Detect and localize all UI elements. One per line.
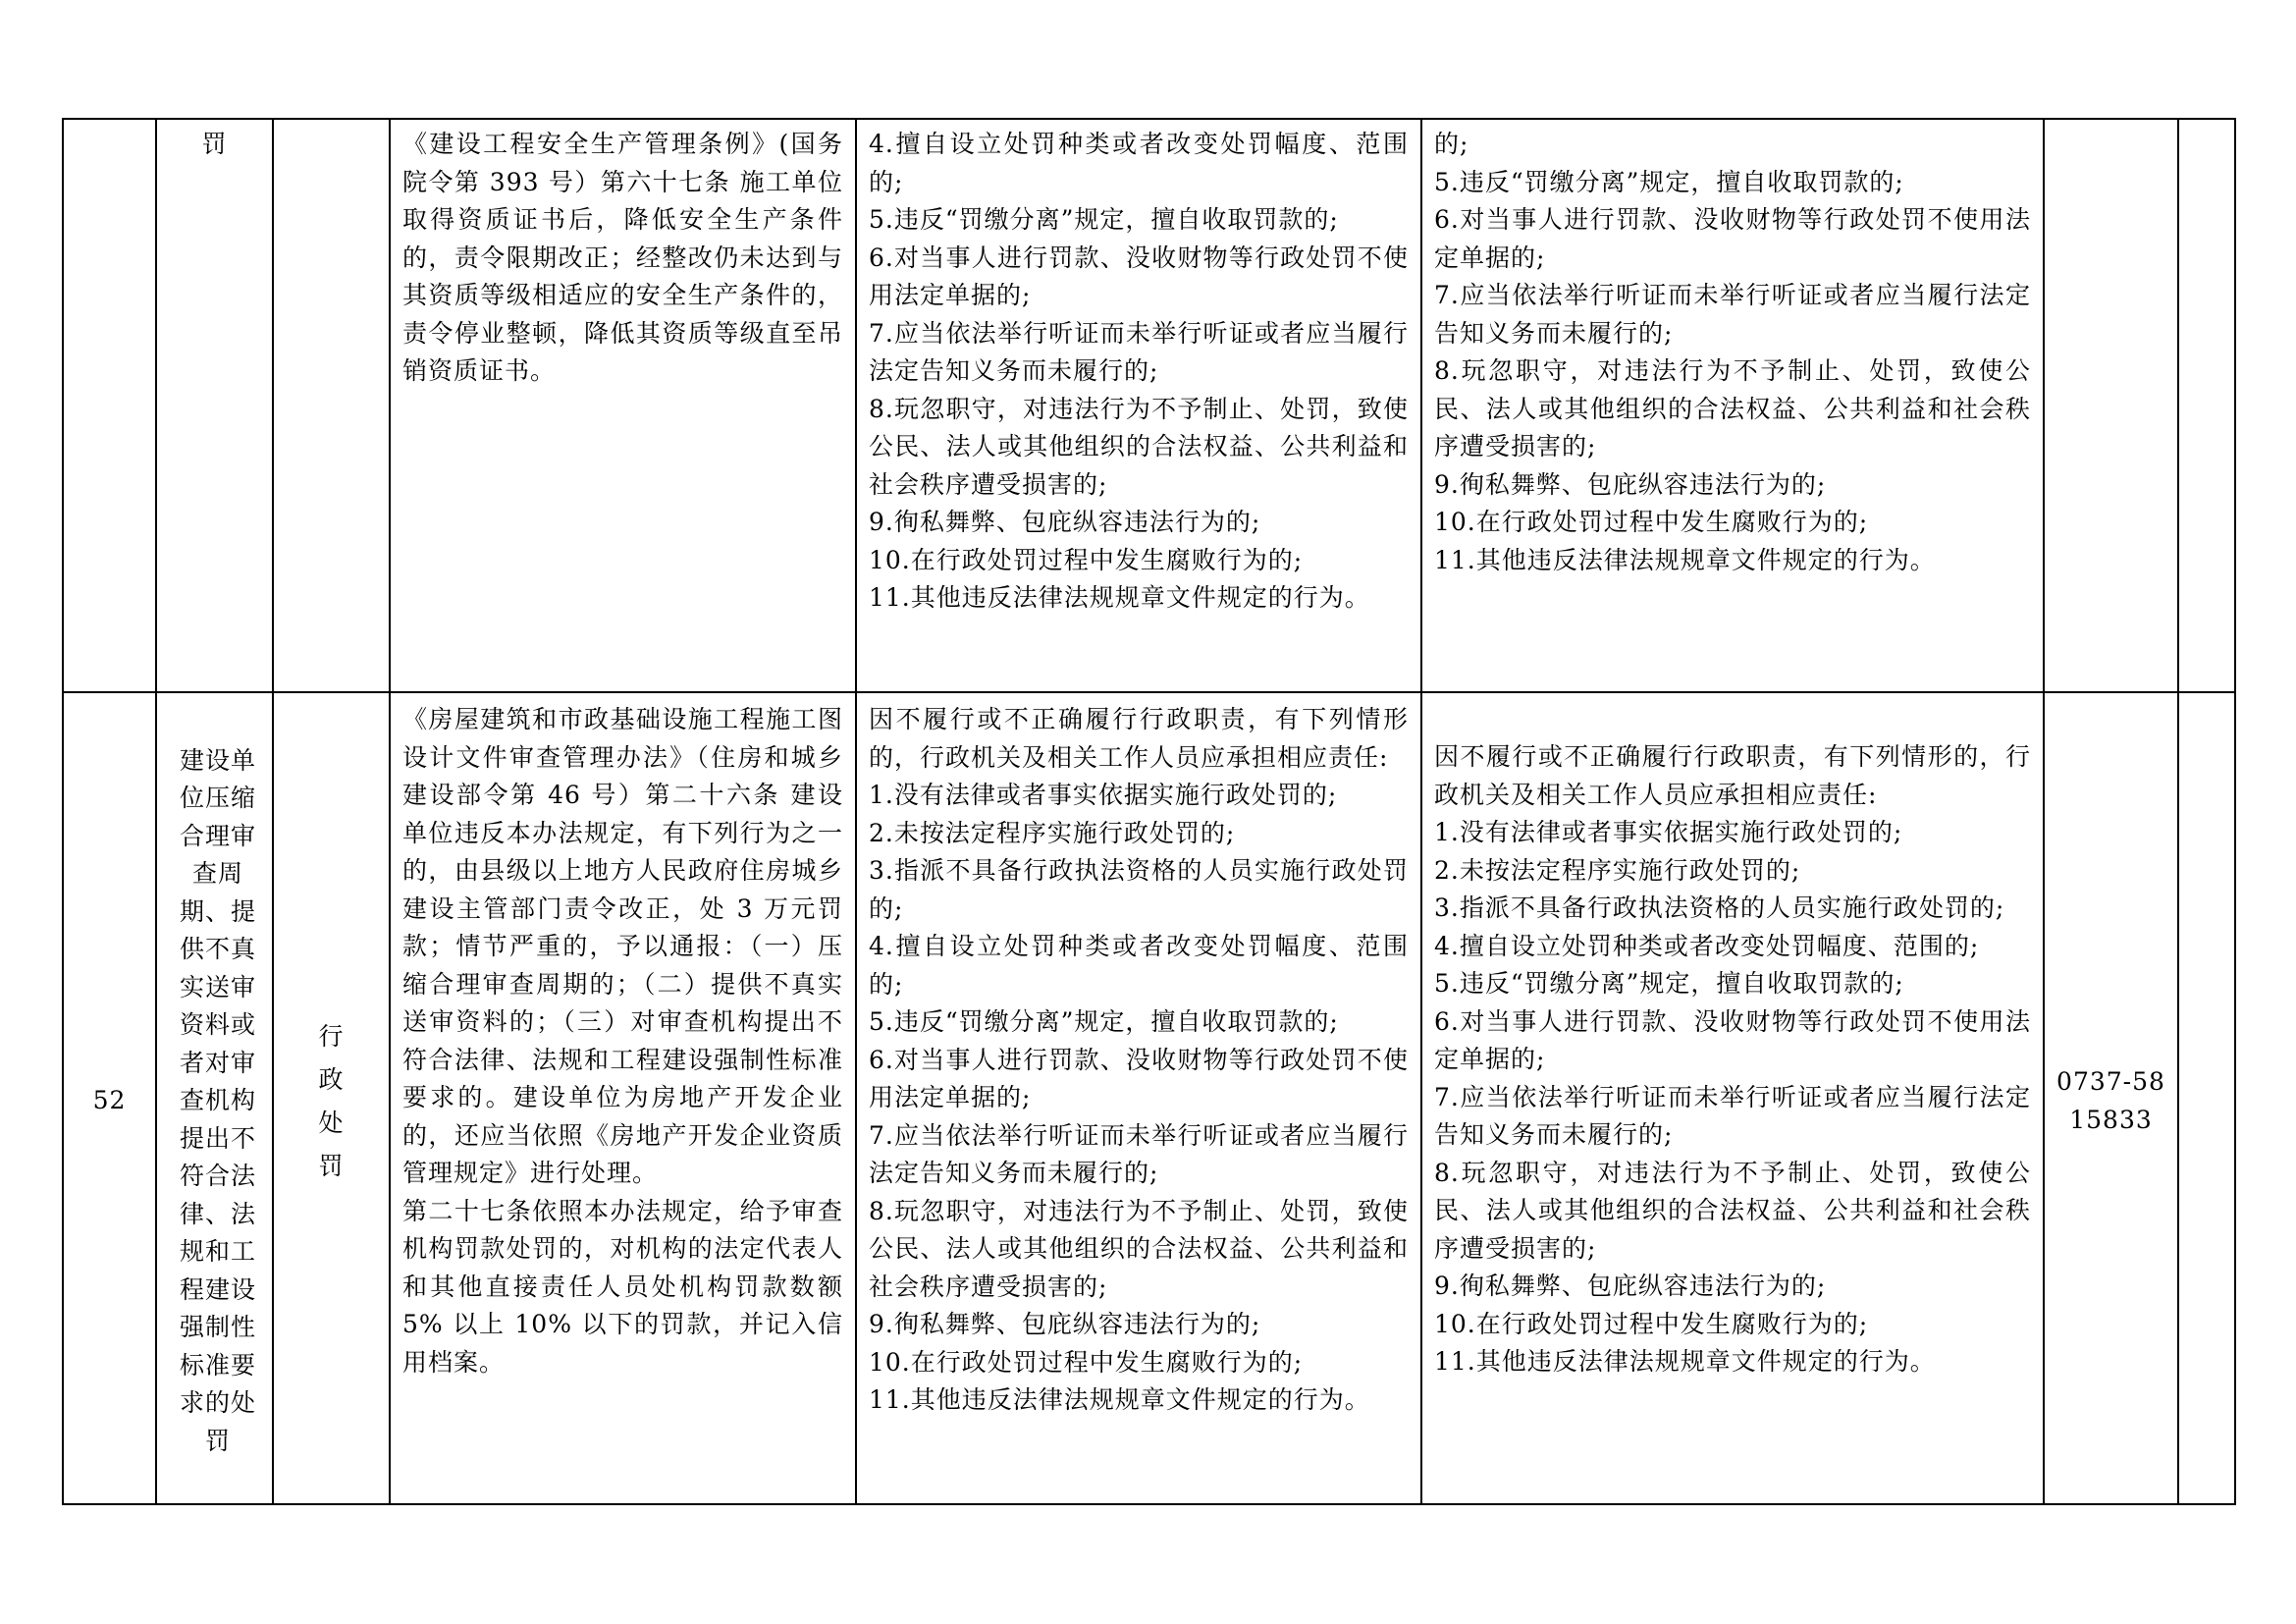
power-list-table <box>62 118 2236 1505</box>
item-name-cell: 罚 <box>156 119 273 692</box>
phone-cell <box>2044 119 2178 692</box>
remark-cell <box>2178 119 2235 692</box>
phone-line-2: 15833 <box>2069 1105 2153 1134</box>
accountability-cell: 的; 5.违反“罚缴分离”规定，擅自收取罚款的; 6.对当事人进行罚款、没收财物等行政处罚不使用法定单据的; 7.应当依法举行听证而未举行听证或者应当履行法定告知义务而未履行的; 8.玩忽职守，对违法行为不予制止、处罚，致使公民、法人或其他组织的合法权益、公共利益和社会秩序遭受损害的; 9.徇私舞弊、包庇纵容违法行为的; 10.在行政处罚过程中发生腐败行为的; 11.其他违反法律法规规章文件规定的行为。 <box>1421 119 2044 692</box>
responsibility-cell: 因不履行或不正确履行行政职责，有下列情形的，行政机关及相关工作人员应承担相应责任: 1.没有法律或者事实依据实施行政处罚的; 2.未按法定程序实施行政处罚的; 3.指派不具备行政执法资格的人员实施行政处罚的; 4.擅自设立处罚种类或者改变处罚幅度、范围的; 5.违反“罚缴分离”规定，擅自收取罚款的; 6.对当事人进行罚款、没收财物等行政处罚不使用法定单据的; 7.应当依法举行听证而未举行听证或者应当履行法定告知义务而未履行的; 8.玩忽职守，对违法行为不予制止、处罚，致使公民、法人或其他组织的合法权益、公共利益和社会秩序遭受损害的; 9.徇私舞弊、包庇纵容违法行为的; 10.在行政处罚过程中发生腐败行为的; 11.其他违反法律法规规章文件规定的行为。 <box>856 692 1421 1504</box>
legal-basis-cell: 《房屋建筑和市政基础设施工程施工图设计文件审查管理办法》（住房和城乡建设部令第 46 号）第二十六条 建设单位违反本办法规定，有下列行为之一的，由县级以上地方人民政府住房城乡建设主管部门责令改正，处 3 万元罚款；情节严重的，予以通报：（一）压缩合理审查周期的；（二）提供不真实送审资料的；（三）对审查机构提出不符合法律、法规和工程建设强制性标准要求的。建设单位为房地产开发企业的，还应当依照《房地产开发企业资质管理规定》进行处理。 第二十七条依照本办法规定，给予审查机构罚款处罚的，对机构的法定代表人和其他直接责任人员处机构罚款数额 5% 以上 10% 以下的罚款，并记入信用档案。 <box>390 692 856 1504</box>
category-text: 行政处罚 <box>318 1021 345 1180</box>
remark-cell <box>2178 692 2235 1504</box>
item-name-cell <box>156 692 273 1504</box>
table-row <box>63 119 2235 692</box>
category-cell <box>273 692 390 1504</box>
accountability-cell: 因不履行或不正确履行行政职责，有下列情形的，行政机关及相关工作人员应承担相应责任: 1.没有法律或者事实依据实施行政处罚的; 2.未按法定程序实施行政处罚的; 3.指派不具备行政执法资格的人员实施行政处罚的; 4.擅自设立处罚种类或者改变处罚幅度、范围的; 5.违反“罚缴分离”规定，擅自收取罚款的; 6.对当事人进行罚款、没收财物等行政处罚不使用法定单据的; 7.应当依法举行听证而未举行听证或者应当履行法定告知义务而未履行的; 8.玩忽职守，对违法行为不予制止、处罚，致使公民、法人或其他组织的合法权益、公共利益和社会秩序遭受损害的; 9.徇私舞弊、包庇纵容违法行为的; 10.在行政处罚过程中发生腐败行为的; 11.其他违反法律法规规章文件规定的行为。 <box>1421 692 2044 1504</box>
phone-line-1: 0737-58 <box>2056 1067 2165 1096</box>
category-cell <box>273 119 390 692</box>
responsibility-cell: 4.擅自设立处罚种类或者改变处罚幅度、范围的; 5.违反“罚缴分离”规定，擅自收取罚款的; 6.对当事人进行罚款、没收财物等行政处罚不使用法定单据的; 7.应当依法举行听证而未举行听证或者应当履行法定告知义务而未履行的; 8.玩忽职守，对违法行为不予制止、处罚，致使公民、法人或其他组织的合法权益、公共利益和社会秩序遭受损害的; 9.徇私舞弊、包庇纵容违法行为的; 10.在行政处罚过程中发生腐败行为的; 11.其他违反法律法规规章文件规定的行为。 <box>856 119 1421 692</box>
row-number-cell: 52 <box>63 692 156 1504</box>
row-number-cell <box>63 119 156 692</box>
phone-cell <box>2044 692 2178 1504</box>
legal-basis-cell: 《建设工程安全生产管理条例》(国务院令第 393 号）第六十七条 施工单位取得资质证书后，降低安全生产条件的，责令限期改正；经整改仍未达到与其资质等级相适应的安全生产条件的，责令停业整顿，降低其资质等级直至吊销资质证书。 <box>390 119 856 692</box>
item-name-text: 建设单位压缩合理审查周期、提供不真实送审资料或者对审查机构提出不符合法律、法规和工程建设强制性标准要求的处罚 <box>179 745 256 1455</box>
table-row <box>63 692 2235 1504</box>
